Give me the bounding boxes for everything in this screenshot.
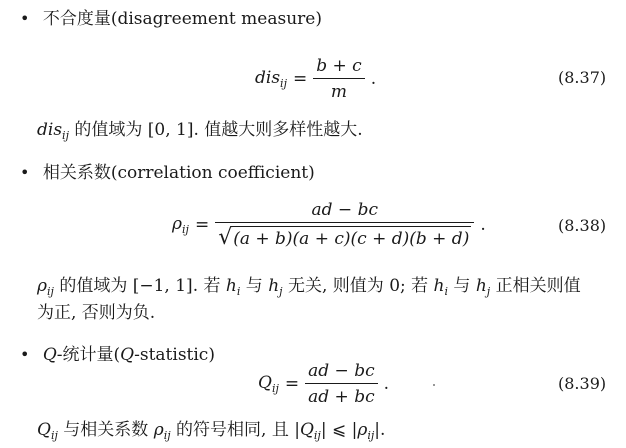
equation-8-37: dis$_{ij}$ = $\frac{b + c}{m}$ . xyxy=(255,56,377,103)
paragraph-rho-range-line1: $\rho_{ij}$ 的值域为 [−1, 1]. 若 $h_i$ 与 $h_j$ 无关, 则值为 0; 若 $h_i$ 与 $h_j$ 正相关则值 xyxy=(37,276,581,298)
bullet-marker: • xyxy=(20,9,30,28)
denominator: ad + bc xyxy=(308,387,375,408)
heading-q-statistic: Q-统计量(Q-statistic) xyxy=(42,345,215,365)
eq-lhs: dis$_{ij}$ xyxy=(255,68,287,91)
fraction xyxy=(215,200,474,249)
heading-disagreement-measure: 不合度量(disagreement measure) xyxy=(42,9,322,29)
equation-number: (8.39) xyxy=(558,374,607,393)
bullet-marker: • xyxy=(20,163,30,182)
equation-8-39: $Q_{ij}$ = $\frac{ad - bc}{ad + bc}$ . xyxy=(258,361,390,408)
equation-number: (8.38) xyxy=(558,216,607,235)
heading-correlation-coefficient: 相关系数(correlation coefficient) xyxy=(42,163,315,183)
square-root-denominator: √ (a + b)(a + c)(c + d)(b + d) xyxy=(218,225,470,251)
numerator: ad − bc xyxy=(308,361,375,381)
fraction xyxy=(305,361,377,407)
eq-lhs: $\rho_{ij}$ xyxy=(172,213,189,236)
paragraph-dis-range: dis$_{ij}$ 的值域为 [0, 1]. 值越大则多样性越大. xyxy=(37,120,363,142)
equation-8-38: $\rho_{ij}$ = ad − bc √ (a + b)(a + c)(c + d)(b + d) . xyxy=(172,200,486,251)
bullet-item-q-statistic xyxy=(20,344,215,366)
bullet-marker: • xyxy=(20,345,30,364)
numerator: ad − bc xyxy=(311,200,378,220)
equation-number: (8.37) xyxy=(558,68,607,87)
numerator: b + c xyxy=(316,56,362,76)
paragraph-rho-range-line2: 为正, 否则为负. xyxy=(37,303,156,323)
eq-lhs: $Q_{ij}$ xyxy=(258,373,279,396)
bullet-item-disagreement xyxy=(20,8,322,30)
denominator: m xyxy=(330,82,348,103)
paragraph-q-sign: $Q_{ij}$ 与相关系数 $\rho_{ij}$ 的符号相同, 且 $|Q_{ij}|$ ⩽ $|\rho_{ij}|$. xyxy=(37,420,386,442)
stray-dot xyxy=(433,384,435,386)
bullet-item-correlation xyxy=(20,162,315,184)
fraction xyxy=(313,56,364,102)
